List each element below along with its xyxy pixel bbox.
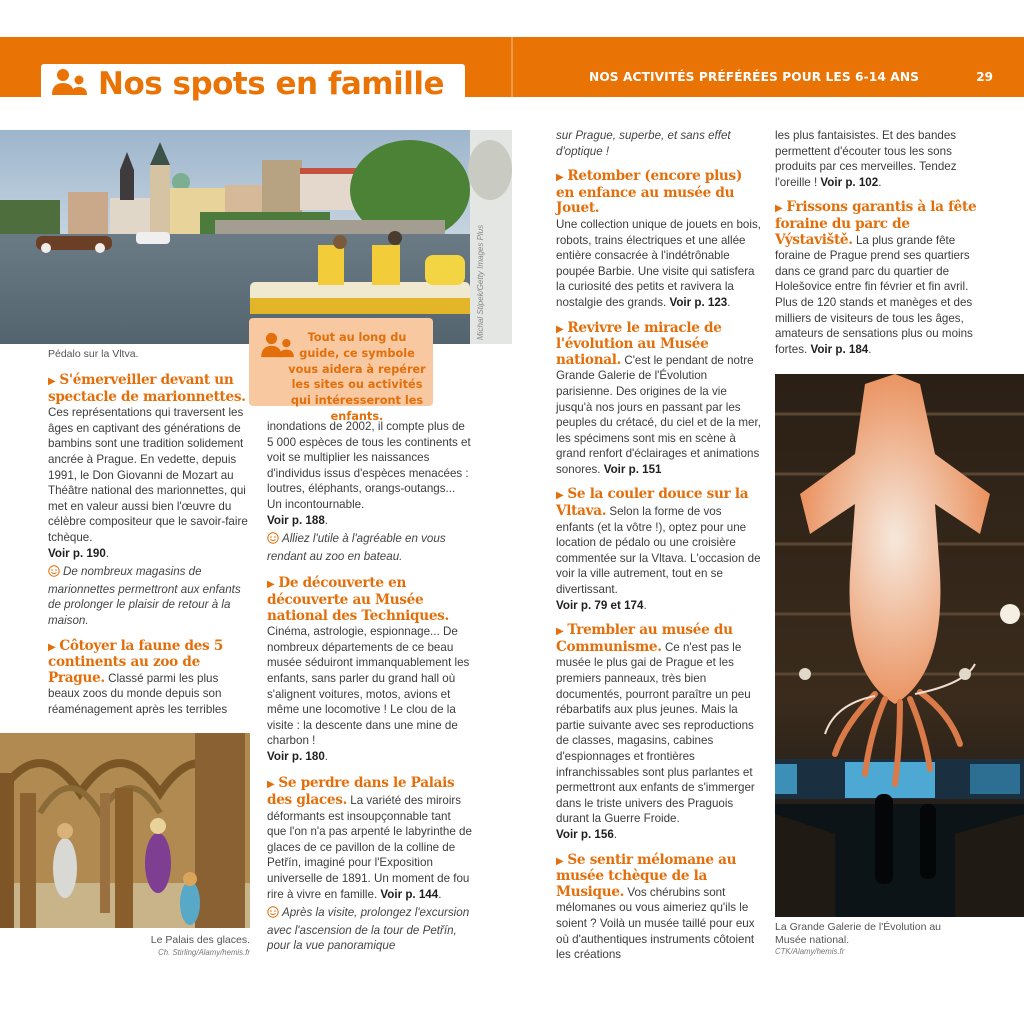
entry-musee-jouet: ▶ Retomber (encore plus) en enfance au musée du Jouet. Une collection unique de jouets en bois, robots, trains électriques et une allée entière consacrée à l'indétrônable poupée Barbie. Une visite qui satisfera la curiosité des petits et ravivera la nostalgie des grands. Voir p. 123.: [556, 168, 761, 309]
see-page-link[interactable]: Voir p. 156: [556, 827, 614, 841]
entry-title: ▶ Se la couler douce sur la Vltava.: [556, 486, 749, 520]
page-number: 29: [976, 70, 993, 84]
entry-title: ▶ Trembler au musée du Communisme.: [556, 622, 733, 655]
entry-body: C'est le pendant de notre Grande Galerie de l'Évolution parisienne. Des origines de la vie jusqu'à nos jours en passant par les peuples du crétacé, du ciel et de la mer, les spécimens sont mis en scène à grand renfort d'éclairages et animations sonores.: [556, 353, 761, 476]
column-3: [556, 128, 761, 971]
photo-caption-vltava: Pédalo sur la Vltva.: [48, 348, 139, 360]
photo-credit-vltava: Michal Stipek/Getty Images Plus: [476, 224, 485, 340]
family-symbol-callout: [249, 318, 433, 423]
see-page-link[interactable]: Voir p. 151: [603, 462, 662, 476]
entry-title: ▶ Frissons garantis à la fête foraine du parc de Výstaviště.: [775, 199, 977, 248]
photo-credit-palais: Ch. Stirling/Alamy/hemis.fr: [158, 948, 250, 957]
tip: Alliez l'utile à l'agréable en vous rendant au zoo en bateau.: [267, 532, 446, 563]
column-4: [775, 128, 980, 365]
entry-musee-communisme: ▶ Trembler au musée du Communisme. Ce n'est pas le musée le plus gai de Prague et les premiers panneaux, très bien documentés, pourront paraître un peu rébarbatifs aux plus jeunes. Mais la partie suivante avec ses reproductions de classes, magasins, cabines d'espionnages et frontières infranchissables sont plus parlantes et permettront aux enfants de s'immerger dans le triste univers des Praguois durant la Guerre Froide. Voir p. 156.: [556, 622, 755, 841]
column-2: [267, 419, 472, 962]
entry-zoo: [48, 639, 250, 718]
page-title: Nos spots en famille: [98, 66, 444, 102]
page-gutter: [511, 37, 513, 97]
photo-caption-palais: Le Palais des glaces.: [150, 934, 250, 946]
triangle-bullet-icon: ▶: [556, 172, 564, 184]
entry-title: ▶ Se sentir mélomane au musée tchèque de la Musique.: [556, 851, 737, 900]
see-page-link[interactable]: Voir p. 180: [267, 749, 325, 763]
entry-musique-continued: les plus fantaisistes. Et des bandes permettent d'écouter tous les sons produits par ces merveilles. Tendez l'oreille ! Voir p. 102.: [775, 129, 957, 189]
triangle-bullet-icon: ▶: [48, 641, 56, 653]
entry-body: inondations de 2002, il compte plus de 5 000 espèces de tous les continents et voit se multiplier les naissances d'individus issus d'espèces menacées : loutres, éléphants, orangs-outangs... Un incontournable.: [267, 420, 471, 511]
callout-text: Tout au long du guide, ce symbole vous aidera à repérer les sites ou activités qui intéresseront les enfants.: [288, 331, 426, 423]
smiley-tip-icon: [267, 906, 279, 923]
triangle-bullet-icon: ▶: [267, 579, 275, 591]
entry-body: Ce n'est pas le musée le plus gai de Prague et les premiers panneaux, très bien documentés, pourront paraître un peu rébarbatifs aux plus jeunes. Mais la partie suivante avec ses reproductions de classes, magasins, cabines d'espionnages et frontières infranchissables sont plus parlantes et permettront aux enfants de s'immerger dans le triste univers des Praguois durant la Guerre Froide.: [556, 640, 755, 826]
entry-musee-national: [556, 321, 761, 478]
tip: De nombreux magasins de marionnettes permettront aux enfants de prolonger le plaisir de retour à la maison.: [48, 565, 241, 627]
entry-vltava: ▶ Se la couler douce sur la Vltava. Selon la forme de vos enfants (et la vôtre !), optez pour une location de pédalo ou une croisière commentée sur la Vltava. L'occasion de voir la ville autrement, tout en se divertissant. Voir p. 79 et 174.: [556, 486, 761, 612]
photo-credit-galerie: CTK/Alamy/hemis.fr: [775, 947, 845, 956]
entry-palais-continued: sur Prague, superbe, et sans effet d'optique !: [556, 129, 731, 158]
see-page-link[interactable]: Voir p. 190: [48, 546, 106, 560]
entry-body: La plus grande fête foraine de Prague prend ses quartiers dans ce grand parc du quartier de Holešovice entre fin février et fin avril. Plus de 120 stands et manèges et des milliers de visiteurs de tous les âges, amateurs de sensations plus ou moins fortes.: [775, 233, 973, 356]
page-title-row: [52, 66, 444, 102]
entry-body: Classé parmi les plus beaux zoos du monde depuis son réaménagement après les terribles: [48, 671, 228, 716]
entry-body: Cinéma, astrologie, espionnage... De nombreux départements de ce beau musée séduiront immanquablement les enfants, sans parler du grand hall où s'alignent voitures, motos, avions et même une locomotive ! Le clou de la visite : la descente dans une mine de charbon !: [267, 625, 470, 748]
photo-caption-galerie: La Grande Galerie de l'Évolution au Musée national.: [775, 921, 942, 946]
entry-title: ▶ Se perdre dans le Palais des glaces.: [267, 775, 455, 809]
entry-body: Une collection unique de jouets en bois, robots, trains électriques et une allée entière consacrée à l'indétrônable poupée Barbie. Une visite qui satisfera la curiosité des petits et ravivera la nostalgie des grands.: [556, 217, 761, 309]
entry-musee-musique: [556, 853, 761, 963]
entry-body: Vos chérubins sont mélomanes ou vous aimeriez qu'ils le soient ? Voilà un musée taillé pour eux où d'authentiques instruments côtoient les créations: [556, 885, 755, 962]
triangle-bullet-icon: ▶: [556, 323, 564, 335]
triangle-bullet-icon: ▶: [267, 779, 275, 791]
see-page-link[interactable]: Voir p. 102: [820, 175, 879, 189]
tip: Après la visite, prolongez l'excursion avec l'ascension de la tour de Petřín, pour la vue panoramique: [267, 906, 470, 953]
see-page-link[interactable]: Voir p. 123: [669, 295, 728, 309]
entry-body: La variété des miroirs déformants est insoupçonnable tant que l'on n'a pas arpenté le labyrinthe de glaces de ce pavillon de la colline de Petřín, imaginé pour l'Exposition universelle de 1891. Un moment de fou rire à vivre en famille.: [267, 794, 472, 901]
entry-palais-des-glaces: ▶ Se perdre dans le Palais des glaces. La variété des miroirs déformants est insoupçonnable tant que l'on n'a pas arpenté le labyrinthe de glaces de ce pavillon de la colline de Petřín, imaginé pour l'Exposition universelle de 1891. Un moment de fou rire à vivre en famille. Voir p. 144. Après la visite, prolongez l'excursion avec l'ascension de la tour de Petřín, pour la vue panoramique: [267, 775, 472, 953]
smiley-tip-icon: [48, 565, 60, 582]
see-page-link[interactable]: Voir p. 144: [380, 887, 439, 901]
entry-zoo-continued: inondations de 2002, il compte plus de 5 000 espèces de tous les continents et voit se multiplier les naissances d'individus issus d'espèces menacées : loutres, éléphants, orangs-outangs... Un incontournable. Voir p. 188. Alliez l'utile à l'agréable en vous rendant au zoo en bateau.: [267, 420, 471, 563]
triangle-bullet-icon: ▶: [775, 203, 783, 215]
entry-title: ▶ Retomber (encore plus) en enfance au musée du Jouet.: [556, 168, 743, 217]
entry-body: Selon la forme de vos enfants (et la vôtre !), optez pour une location de pédalo ou une croisière commentée sur la Vltava. L'occasion de voir la ville autrement, tout en se divertissant.: [556, 505, 761, 597]
entry-body: les plus fantaisistes. Et des bandes permettent d'écouter tous les sons produits par ces merveilles. Tendez l'oreille !: [775, 129, 957, 189]
entry-title: ▶ S'émerveiller devant un spectacle de marionnettes.: [48, 372, 246, 405]
smiley-tip-icon: [267, 532, 279, 549]
family-icon: [52, 68, 88, 101]
triangle-bullet-icon: ▶: [48, 376, 56, 387]
entry-vystaviste: ▶ Frissons garantis à la fête foraine du parc de Výstaviště. La plus grande fête foraine de Prague prend ses quartiers dans ce grand parc du quartier de Holešovice entre fin février et fin avril. Plus de 120 stands et manèges et des milliers de visiteurs de tous les âges, amateurs de sensations plus ou moins fortes. Voir p. 184.: [775, 199, 977, 356]
entry-title: ▶ De découverte en découverte au Musée national des Techniques.: [267, 575, 449, 624]
column-1: [48, 373, 250, 725]
entry-musee-techniques: ▶ De découverte en découverte au Musée national des Techniques. Cinéma, astrologie, espionnage... De nombreux départements de ce beau musée séduiront immanquablement les enfants, sans parler du grand hall où s'alignent voitures, motos, avions et même une locomotive ! Le clou de la visite : la descente dans une mine de charbon ! Voir p. 180.: [267, 575, 470, 763]
entry-title: ▶ Revivre le miracle de l'évolution au Musée national.: [556, 319, 722, 368]
entry-title: ▶ Côtoyer la faune des 5 continents au zoo de Prague.: [48, 637, 223, 686]
see-page-link[interactable]: Voir p. 184: [810, 342, 869, 356]
running-head: NOS ACTIVITÉS PRÉFÉRÉES POUR LES 6-14 ANS: [589, 70, 919, 84]
see-page-link[interactable]: Voir p. 188: [267, 513, 325, 527]
photo-vltava-pedalo: [0, 130, 512, 344]
entry-body: Ces représentations qui traversent les âges en captivant des générations de bambins sont une tradition solidement ancrée à Prague. En vedette, depuis 1991, le Don Giovanni de Mozart au Théâtre national des marionnettes, qui met en valeur aussi bien l'œuvre du célèbre compositeur que le savoir-faire tchèque.: [48, 406, 248, 544]
photo-grande-galerie: [775, 374, 1024, 917]
see-page-link[interactable]: Voir p. 79 et 174: [556, 598, 644, 612]
triangle-bullet-icon: ▶: [556, 855, 564, 867]
photo-palais-des-glaces: [0, 733, 250, 928]
triangle-bullet-icon: ▶: [556, 490, 564, 502]
triangle-bullet-icon: ▶: [556, 626, 564, 638]
entry-marionnettes: ▶ S'émerveiller devant un spectacle de marionnettes. Ces représentations qui traversent les âges en captivant des générations de bambins sont une tradition solidement ancrée à Prague. En vedette, depuis 1991, le Don Giovanni de Mozart au Théâtre national des marionnettes, qui met en valeur aussi bien l'œuvre du célèbre compositeur que le savoir-faire tchèque. Voir p. 190. De nombreux magasins de marionnettes permettront aux enfants de prolonger le plaisir de retour à la maison.: [48, 373, 250, 629]
